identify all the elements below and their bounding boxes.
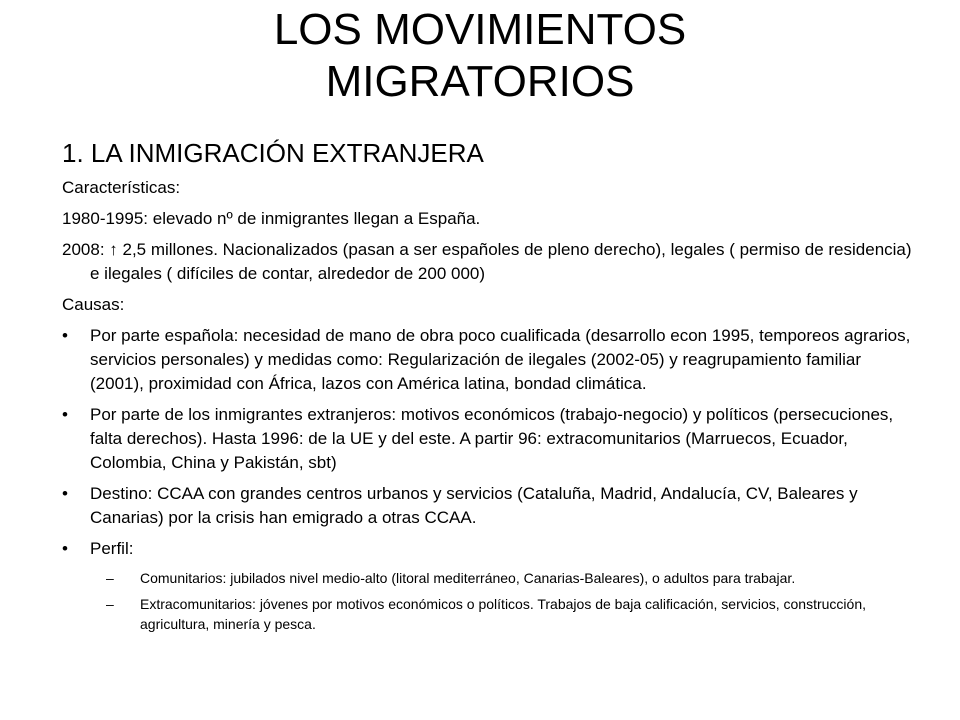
bullet-item (62, 403, 912, 475)
sub-bullet-item (62, 594, 912, 634)
sub-bullet-item (62, 568, 912, 588)
sub-bullet-text-comunitarios: Comunitarios: jubilados nivel medio-alto (litoral mediterráneo, Canarias-Baleares), o adultos para trabajar. (140, 570, 796, 586)
bullet-text-inmigrantes: Por parte de los inmigrantes extranjeros: motivos económicos (trabajo-negocio) y políticos (persecuciones, falta derechos). Hasta 1996: de la UE y del este. A partir 96: extracomunitarios (Marruecos, Ecuador, Colombia, China y Pakistán, sbt) (90, 405, 894, 472)
slide-body (62, 138, 912, 640)
bullet-item (62, 324, 912, 396)
paragraph-1980-1995: 1980-1995: elevado nº de inmigrantes llegan a España. (62, 209, 481, 228)
bullet-marker: • (62, 326, 68, 345)
sub-bullet-marker: – (106, 596, 114, 612)
slide-title-line-2: MIGRATORIOS (325, 57, 635, 106)
slide-title-line-1: LOS MOVIMIENTOS (273, 5, 687, 54)
caracteristicas-label: Características: (62, 178, 181, 197)
bullet-text-espanola: Por parte española: necesidad de mano de obra poco cualificada (desarrollo econ 1995, temporeos agrarios, servicios personales) y medidas como: Regularización de ilegales (2002-05) y reagrupamiento familiar (2001), proximidad con África, lazos con América latina, bondad climática. (90, 326, 911, 393)
bullet-marker: • (62, 539, 68, 558)
sub-bullet-marker: – (106, 570, 114, 586)
bullet-marker: • (62, 405, 68, 424)
paragraph-2008: 2008: ↑ 2,5 millones. Nacionalizados (pasan a ser españoles de pleno derecho), legales ( permiso de residencia) e ilegales ( difíciles de contar, alrededor de 200 000) (62, 240, 912, 283)
causas-label: Causas: (62, 295, 125, 314)
slide-title (60, 4, 900, 108)
section-heading: 1. LA INMIGRACIÓN EXTRANJERA (62, 138, 484, 168)
sub-bullet-text-extracomunitarios: Extracomunitarios: jóvenes por motivos económicos o políticos. Trabajos de baja calificación, servicios, construcción, agricultura, minería y pesca. (140, 596, 866, 632)
bullet-item (62, 482, 912, 530)
bullet-marker: • (62, 484, 68, 503)
bullet-text-perfil: Perfil: (90, 539, 134, 558)
bullet-item (62, 537, 912, 561)
bullet-text-destino: Destino: CCAA con grandes centros urbanos y servicios (Cataluña, Madrid, Andalucía, CV, Baleares y Canarias) por la crisis han emigrado a otras CCAA. (90, 484, 858, 527)
